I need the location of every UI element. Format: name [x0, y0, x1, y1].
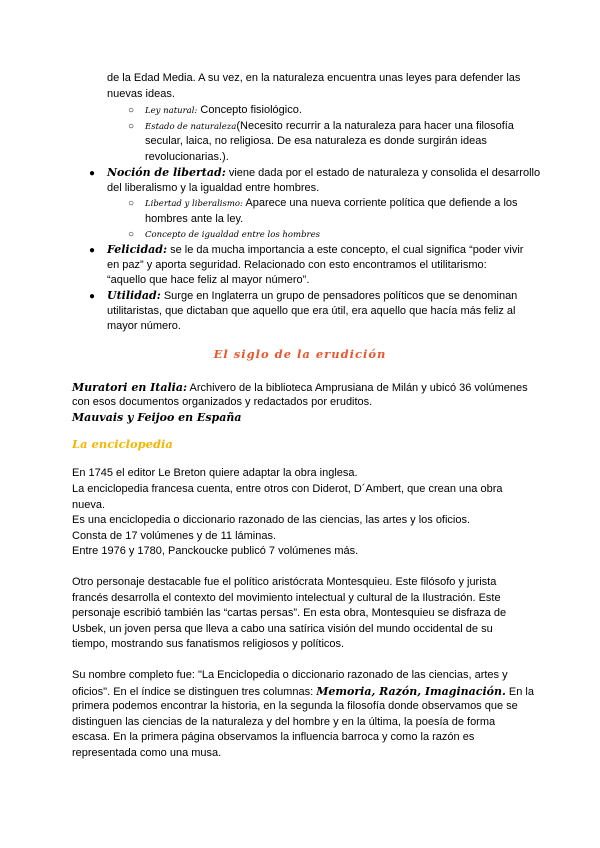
paragraph-line: oficios". En el índice se distinguen tres columnas: Memoria, Razón, Imaginación. En la	[72, 685, 534, 698]
bullet-continuation: “aquello que hace feliz al mayor número”.	[107, 274, 310, 286]
hollow-bullet-icon: ○	[128, 105, 135, 116]
paragraph-line: Usbek, un joven persa que lleva a cabo una satírica visión del mundo occidental de su	[72, 623, 493, 635]
handwritten-term: Muratori en Italia:	[72, 381, 188, 394]
handwritten-term: Ley natural:	[145, 106, 198, 116]
paragraph-line: La enciclopedia francesa cuenta, entre otros con Diderot, D´Ambert, que crean una obra	[72, 483, 503, 495]
handwritten-term: Memoria, Razón, Imaginación.	[316, 685, 506, 698]
paragraph-line: tiempo, mostrando sus fanatismos religiosos y políticos.	[72, 638, 345, 650]
intro-line: de la Edad Media. A su vez, en la naturaleza encuentra unas leyes para defender las	[107, 72, 521, 84]
paragraph-line: escasa. En la primera página observamos la influencia barroca y como la razón es	[72, 731, 475, 743]
enciclopedia-title: La enciclopedia	[72, 437, 173, 451]
mauvais-heading: Mauvais y Feijoo en España	[72, 411, 242, 424]
paragraph-line: En 1745 el editor Le Breton quiere adaptar la obra inglesa.	[72, 467, 358, 479]
handwritten-term: Utilidad:	[107, 289, 161, 302]
handwritten-term: Estado de naturaleza	[145, 122, 237, 132]
bullet-utilidad: Utilidad: Surge en Inglaterra un grupo de pensadores políticos que se denominan	[107, 289, 518, 302]
paragraph-line: personaje escribió también las “cartas persas”. En esta obra, Montesquieu se disfraza de	[72, 607, 507, 619]
paragraph-line: representada como una musa.	[72, 747, 222, 759]
sub-item-ley-natural: Ley natural: Concepto fisiológico.	[145, 104, 302, 116]
paragraph-line: Consta de 17 volúmenes y de 11 láminas.	[72, 530, 277, 542]
paragraph-line: Su nombre completo fue: "La Enciclopedia o diccionario razonado de las ciencias, artes y	[72, 669, 508, 681]
paragraph-line: Entre 1976 y 1780, Panckoucke publicó 7 volúmenes más.	[72, 545, 359, 557]
intro-line: nuevas ideas.	[107, 88, 175, 100]
bullet-felicidad: Felicidad: se le da mucha importancia a este concepto, el cual significa “poder vivir	[107, 243, 524, 256]
muratori-paragraph: Muratori en Italia: Archivero de la biblioteca Amprusiana de Milán y ubicó 36 volúmenes	[72, 381, 528, 394]
sub-item-libertad-liberalismo: Libertad y liberalismo: Aparece una nueva corriente política que defiende a los	[145, 197, 518, 209]
handwritten-term: Concepto de igualdad entre los hombres	[145, 230, 320, 240]
hollow-bullet-icon: ○	[128, 229, 135, 240]
bullet-libertad: Noción de libertad: viene dada por el estado de naturaleza y consolida el desarrollo	[107, 166, 541, 179]
bullet-continuation: del liberalismo y la igualdad entre hombres.	[107, 182, 320, 194]
handwritten-term: Felicidad:	[107, 243, 168, 256]
paragraph-line: nueva.	[72, 499, 106, 511]
bullet-continuation: mayor número.	[107, 320, 181, 332]
hollow-bullet-icon: ○	[128, 121, 135, 132]
sub-item-continuation: revolucionarias.).	[145, 151, 229, 163]
sub-item-estado-naturaleza: Estado de naturaleza(Necesito recurrir a la naturaleza para hacer una filosofía	[145, 120, 514, 132]
paragraph-line: primera podemos encontrar la historia, en la segunda la filosofía donde observamos que se	[72, 700, 518, 712]
bullet-continuation: en paz” y aporta seguridad. Relacionado con esto encontramos el utilitarismo:	[107, 259, 487, 271]
paragraph-line: francés desarrolla el contexto del movimiento intelectual y cultural de la Ilustración. Este	[72, 592, 501, 604]
paragraph-line: Otro personaje destacable fue el político aristócrata Montesquieu. Este filósofo y jurista	[72, 576, 497, 588]
sub-item-continuation: secular, laica, no religiosa. De esa naturaleza es donde surgirán ideas	[145, 135, 487, 147]
section-title: El siglo de la erudición	[213, 347, 387, 361]
bullet-icon: ●	[89, 245, 96, 256]
paragraph-line: Es una enciclopedia o diccionario razonado de las ciencias, las artes y los oficios.	[72, 514, 471, 526]
bullet-continuation: utilitaristas, que dictaban que aquello que era útil, era aquello que hacía más feliz al	[107, 305, 516, 317]
muratori-continuation: con esos documentos organizados y redactados por eruditos.	[72, 396, 373, 408]
bullet-icon: ●	[89, 291, 96, 302]
handwritten-term: Noción de libertad:	[107, 166, 226, 179]
paragraph-line: distinguen las ciencias de la naturaleza y del hombre y en la última, la poesía de forma	[72, 716, 496, 728]
handwritten-term: Libertad y liberalismo:	[145, 199, 243, 209]
sub-item-continuation: hombres ante la ley.	[145, 213, 244, 225]
bullet-icon: ●	[89, 168, 96, 179]
hollow-bullet-icon: ○	[128, 198, 135, 209]
